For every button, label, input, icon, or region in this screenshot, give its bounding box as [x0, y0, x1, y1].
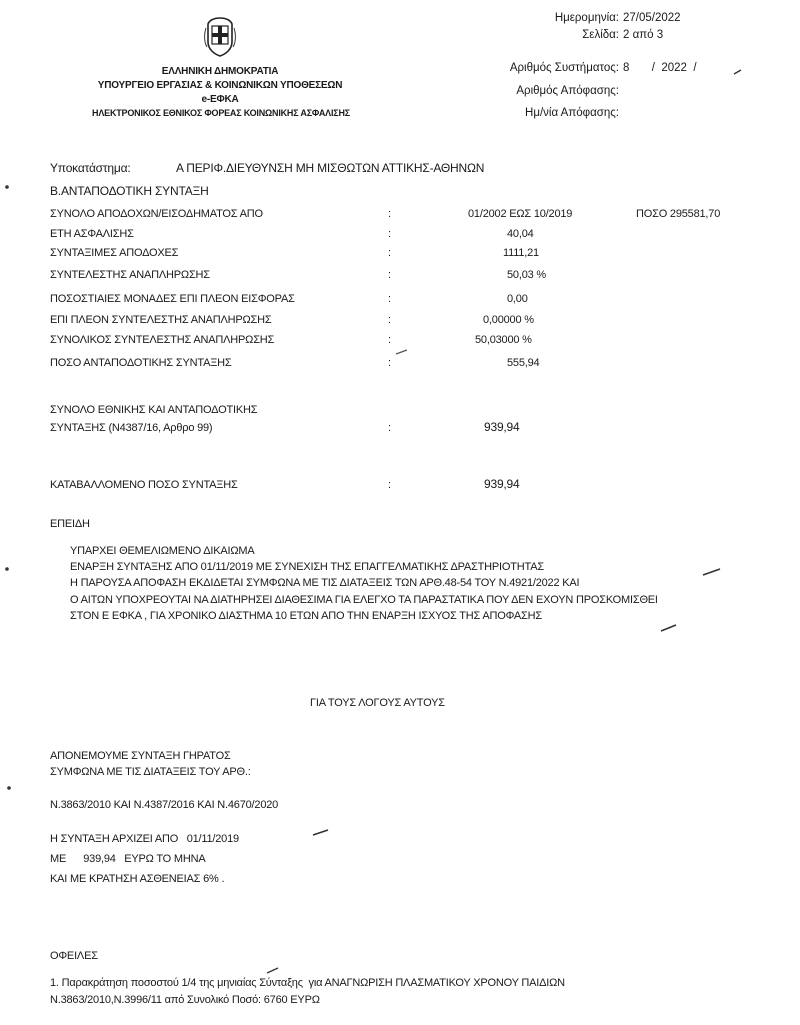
handwritten-tick-icon — [312, 828, 330, 838]
total-label-line2: ΣΥΝΤΑΞΗΣ (Ν4387/16, Αρθρο 99) — [50, 422, 213, 434]
page-label: Σελίδα: — [582, 29, 619, 41]
date-value: 27/05/2022 — [623, 12, 681, 24]
greek-emblem-icon — [203, 16, 237, 58]
epeidi-line: ΥΠΑΡΧΕΙ ΘΕΜΕΛΙΩΜΕΝΟ ΔΙΚΑΙΩΜΑ — [70, 545, 255, 557]
row-value: 1111,21 — [503, 247, 539, 259]
award-start: Η ΣΥΝΤΑΞΗ ΑΡΧΙΖΕΙ ΑΠΟ 01/11/2019 — [50, 833, 239, 845]
row-value: 50,03000 % — [475, 334, 532, 346]
epeidi-line: ΕΝΑΡΞΗ ΣΥΝΤΑΞΗΣ ΑΠΟ 01/11/2019 ΜΕ ΣΥΝΕΧΙΣΗ ΤΗΣ ΕΠΑΓΓΕΛΜΑΤΙΚΗΣ ΔΡΑΣΤΗΡΙΟΤΗΤΑΣ — [70, 561, 544, 573]
scan-dot-icon — [4, 566, 10, 572]
row-label: ΣΥΝΟΛΙΚΟΣ ΣΥΝΤΕΛΕΣΤΗΣ ΑΝΑΠΛΗΡΩΣΗΣ — [50, 334, 275, 346]
epeidi-line: Ο ΑΙΤΩΝ ΥΠΟΧΡΕΟΥΤΑΙ ΝΑ ΔΙΑΤΗΡΗΣΕΙ ΔΙΑΘΕΣΙΜΑ ΓΙΑ ΕΛΕΓΧΟ ΤΑ ΠΑΡΑΣΤΑΤΙΚΑ ΠΟΥ ΔΕΝ ΕΧΟΥΝ ΠΡΟΣΚΟΜΙΣΘΕΙ — [70, 594, 658, 606]
section-title: Β.ΑΝΤΑΠΟΔΟΤΙΚΗ ΣΥΝΤΑΞΗ — [50, 184, 209, 198]
award-amount: ΜΕ 939,94 ΕΥΡΩ ΤΟ ΜΗΝΑ — [50, 853, 206, 865]
row-colon: : — [388, 247, 391, 259]
row-label: ΕΠΙ ΠΛΕΟΝ ΣΥΝΤΕΛΕΣΤΗΣ ΑΝΑΠΛΗΡΩΣΗΣ — [50, 314, 272, 326]
decision-date-label: Ημ/νία Απόφασης: — [525, 107, 619, 119]
award-deduction: ΚΑΙ ΜΕ ΚΡΑΤΗΣΗ ΑΣΘΕΝΕΙΑΣ 6% . — [50, 873, 225, 885]
branch-value: Α ΠΕΡΙΦ.ΔΙΕΥΘΥΝΣΗ ΜΗ ΜΙΣΘΩΤΩΝ ΑΤΤΙΚΗΣ-ΑΘΗΝΩΝ — [176, 161, 485, 175]
handwritten-tick-icon — [702, 567, 722, 577]
row-colon: : — [388, 314, 391, 326]
row-value: 0,00000 % — [483, 314, 534, 326]
award-laws: Ν.3863/2010 ΚΑΙ Ν.4387/2016 ΚΑΙ Ν.4670/2020 — [50, 799, 279, 811]
row-value: 555,94 — [507, 357, 540, 369]
decision-number-label: Αριθμός Απόφασης: — [516, 85, 619, 97]
row-label: ΣΥΝΤΑΞΙΜΕΣ ΑΠΟΔΟΧΕΣ — [50, 247, 179, 259]
handwritten-tick-icon — [266, 966, 280, 976]
row-colon: : — [388, 357, 391, 369]
system-number-label: Αριθμός Συστήματος: — [509, 62, 619, 74]
paid-colon: : — [388, 479, 391, 491]
row-colon: : — [388, 269, 391, 281]
row-extra: ΠΟΣΟ 295581,70 — [636, 208, 721, 220]
row-colon: : — [388, 293, 391, 305]
epeidi-line: ΣΤΟΝ Ε ΕΦΚΑ , ΓΙΑ ΧΡΟΝΙΚΟ ΔΙΑΣΤΗΜΑ 10 ΕΤΩΝ ΑΠΟ ΤΗΝ ΕΝΑΡΞΗ ΙΣΧΥΟΣ ΤΗΣ ΑΠΟΦΑΣΗΣ — [70, 610, 542, 622]
row-value: 40,04 — [507, 228, 534, 240]
branch-label: Υποκατάστημα: — [50, 161, 131, 175]
row-label: ΣΥΝΟΛΟ ΑΠΟΔΟΧΩΝ/ΕΙΣΟΔΗΜΑΤΟΣ ΑΠΟ — [50, 208, 263, 220]
row-label: ΣΥΝΤΕΛΕΣΤΗΣ ΑΝΑΠΛΗΡΩΣΗΣ — [50, 269, 210, 281]
row-label: ΕΤΗ ΑΣΦΑΛΙΣΗΣ — [50, 228, 134, 240]
row-colon: : — [388, 334, 391, 346]
scan-dot-icon — [6, 785, 12, 791]
debts-line2: Ν.3863/2010,Ν.3996/11 από Συνολικό Ποσό: 6760 ΕΥΡΩ — [50, 994, 320, 1006]
debts-line1: 1. Παρακράτηση ποσοστού 1/4 της μηνιαίας Σύνταξης για ΑΝΑΓΝΩΡΙΣΗ ΠΛΑΣΜΑΤΙΚΟΥ ΧΡΟΝΟΥ ΠΑΙΔΙΩΝ — [50, 977, 565, 989]
org-fullname: ΗΛΕΚΤΡΟΝΙΚΟΣ ΕΘΝΙΚΟΣ ΦΟΡΕΑΣ ΚΟΙΝΩΝΙΚΗΣ ΑΣΦΑΛΙΣΗΣ — [92, 108, 350, 118]
row-label: ΠΟΣΟ ΑΝΤΑΠΟΔΟΤΙΚΗΣ ΣΥΝΤΑΞΗΣ — [50, 357, 232, 369]
row-colon: : — [388, 208, 391, 220]
handwritten-tick-icon — [660, 623, 678, 633]
paid-value: 939,94 — [484, 477, 520, 491]
epeidi-line: Η ΠΑΡΟΥΣΑ ΑΠΟΦΑΣΗ ΕΚΔΙΔΕΤΑΙ ΣΥΜΦΩΝΑ ΜΕ ΤΙΣ ΔΙΑΤΑΞΕΙΣ ΤΩΝ ΑΡΘ.48-54 ΤΟΥ Ν.4921/2022 ΚΑΙ — [70, 577, 580, 589]
org-republic: ΕΛΛΗΝΙΚΗ ΔΗΜΟΚΡΑΤΙΑ — [161, 66, 279, 77]
epeidi-title: ΕΠΕΙΔΗ — [50, 518, 90, 530]
handwritten-tick-icon — [395, 348, 409, 356]
org-ministry: ΥΠΟΥΡΓΕΙΟ ΕΡΓΑΣΙΑΣ & ΚΟΙΝΩΝΙΚΩΝ ΥΠΟΘΕΣΕΩΝ — [97, 80, 343, 91]
system-number-value: 8 / 2022 / — [623, 62, 697, 74]
date-label: Ημερομηνία: — [554, 12, 619, 24]
org-efka: e-ΕΦΚΑ — [201, 94, 239, 105]
page-value: 2 από 3 — [623, 29, 664, 41]
row-value: 50,03 % — [507, 269, 546, 281]
row-colon: : — [388, 228, 391, 240]
total-value: 939,94 — [484, 420, 520, 434]
row-label: ΠΟΣΟΣΤΙΑΙΕΣ ΜΟΝΑΔΕΣ ΕΠΙ ΠΛΕΟΝ ΕΙΣΦΟΡΑΣ — [50, 293, 295, 305]
total-label-line1: ΣΥΝΟΛΟ ΕΘΝΙΚΗΣ ΚΑΙ ΑΝΤΑΠΟΔΟΤΙΚΗΣ — [50, 404, 258, 416]
row-value: 01/2002 ΕΩΣ 10/2019 — [468, 208, 573, 220]
award-line1: ΑΠΟΝΕΜΟΥΜΕ ΣΥΝΤΑΞΗ ΓΗΡΑΤΟΣ — [50, 750, 231, 762]
award-line2: ΣΥΜΦΩΝΑ ΜΕ ΤΙΣ ΔΙΑΤΑΞΕΙΣ ΤΟΥ ΑΡΘ.: — [50, 766, 251, 778]
reasons-title: ΓΙΑ ΤΟΥΣ ΛΟΓΟΥΣ ΑΥΤΟΥΣ — [310, 697, 445, 709]
scan-dot-icon — [4, 184, 10, 190]
debts-title: ΟΦΕΙΛΕΣ — [50, 950, 98, 962]
row-value: 0,00 — [507, 293, 528, 305]
handwritten-mark-icon — [733, 68, 743, 76]
paid-label: ΚΑΤΑΒΑΛΛΟΜΕΝΟ ΠΟΣΟ ΣΥΝΤΑΞΗΣ — [50, 479, 238, 491]
total-colon: : — [388, 422, 391, 434]
